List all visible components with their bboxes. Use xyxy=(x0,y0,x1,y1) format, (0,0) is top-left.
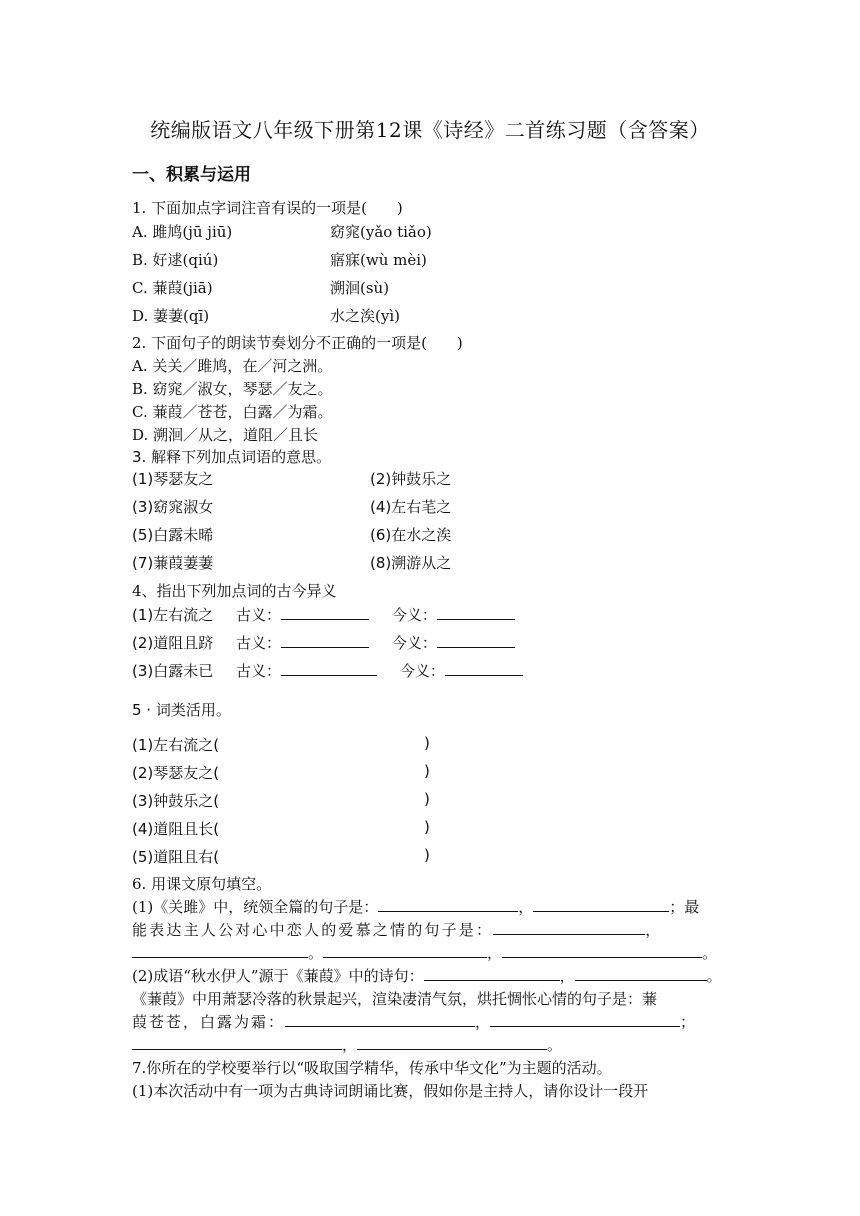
q2-option-c: C. 蒹葭／苍苍，白露／为霜。 xyxy=(132,403,333,421)
q5-item-5 xyxy=(132,846,430,867)
q3-item-5: (5)白露未晞 xyxy=(132,526,214,544)
q2-option-a: A. 关关／雎鸠，在／河之洲。 xyxy=(132,357,333,375)
section-heading: 一、积累与运用 xyxy=(132,165,251,185)
q5-close-paren: ) xyxy=(424,734,430,752)
q1-option-d2: 水之涘(yì) xyxy=(330,307,400,325)
q6-period: 。 xyxy=(308,944,324,962)
q6-blank[interactable] xyxy=(424,966,560,981)
q4-row-3-phrase: (3)白露未已 xyxy=(132,662,214,680)
q6-p1-line3 xyxy=(132,942,717,963)
q5-close-paren: ) xyxy=(424,818,430,836)
q7-stem: 7.你所在的学校要举行以“吸取国学精华，传承中华文化”为主题的活动。 xyxy=(132,1059,612,1077)
q6-blank[interactable] xyxy=(575,966,707,981)
q4-now-blank[interactable] xyxy=(445,661,523,676)
q6-blank[interactable] xyxy=(357,1035,547,1050)
q6-period: 。 xyxy=(547,1036,563,1054)
q5-item-5-text: (5)道阻且右( xyxy=(132,848,220,866)
q2-stem: 2. 下面句子的朗读节奏划分不正确的一项是( ) xyxy=(132,334,463,352)
q5-item-1-text: (1)左右流之( xyxy=(132,736,220,754)
q4-row-1 xyxy=(132,604,515,625)
q6-p1-tail: ；最 xyxy=(669,898,700,916)
q5-item-2 xyxy=(132,762,430,783)
q6-blank[interactable] xyxy=(323,943,487,958)
q3-item-8: (8)溯游从之 xyxy=(370,554,452,572)
q3-stem: 3. 解释下列加点词语的意思。 xyxy=(132,448,332,466)
q3-item-6: (6)在水之涘 xyxy=(370,526,452,544)
q7-p1: (1)本次活动中有一项为古典诗词朗诵比赛，假如你是主持人，请你设计一段开 xyxy=(132,1082,649,1100)
q4-stem: 4、指出下列加点词的古今异义 xyxy=(132,582,337,600)
q5-item-3-text: (3)钟鼓乐之( xyxy=(132,792,220,810)
q6-p2-text3: 葭苍苍，白露为霜： xyxy=(132,1013,286,1031)
q6-comma: ， xyxy=(475,1013,491,1031)
q6-comma: ， xyxy=(487,944,503,962)
q3-item-7: (7)蒹葭萋萋 xyxy=(132,554,214,572)
q6-semicolon: ； xyxy=(680,1013,696,1031)
q5-item-1 xyxy=(132,734,430,755)
q1-stem: 1. 下面加点字词注音有误的一项是( ) xyxy=(132,199,403,217)
q4-old-label: 古义： xyxy=(236,662,282,680)
q6-p2-line2: 《蒹葭》中用萧瑟冷落的秋景起兴，渲染凄清气氛，烘托惆怅心情的句子是：蒹 xyxy=(132,990,658,1008)
q4-row-2 xyxy=(132,632,515,653)
q2-option-d: D. 溯洄／从之，道阻／且长 xyxy=(132,426,319,444)
q3-item-4: (4)左右芼之 xyxy=(370,498,452,516)
q4-now-blank[interactable] xyxy=(437,633,515,648)
q6-p2-line1 xyxy=(132,965,722,986)
q1-option-c2: 溯洄(sù) xyxy=(330,279,390,297)
q6-comma: ， xyxy=(645,921,661,939)
q6-p1-text: (1)《关雎》中，统领全篇的句子是： xyxy=(132,898,379,916)
q4-now-label: 今义： xyxy=(391,606,437,624)
q4-old-label: 古义： xyxy=(236,606,282,624)
q2-option-b: B. 窈窕／淑女，琴瑟／友之。 xyxy=(132,380,333,398)
q1-option-c: C. 蒹葭(jiā) xyxy=(132,279,213,297)
q6-stem: 6. 用课文原句填空。 xyxy=(132,875,272,893)
page-title: 统编版语文八年级下册第12课《诗经》二首练习题（含答案） xyxy=(150,118,710,142)
q4-old-blank[interactable] xyxy=(281,633,369,648)
q6-p1-text2: 能表达主人公对心中恋人的爱慕之情的句子是： xyxy=(132,921,494,939)
q3-item-1: (1)琴瑟友之 xyxy=(132,470,214,488)
q6-blank[interactable] xyxy=(533,897,669,912)
q3-item-3: (3)窈窕淑女 xyxy=(132,498,214,516)
q1-option-a2: 窈窕(yǎo tiǎo) xyxy=(330,223,432,241)
q4-now-label: 今义： xyxy=(399,662,445,680)
q5-item-4 xyxy=(132,818,430,839)
q6-p2-text: (2)成语“秋水伊人”源于《蒹葭》中的诗句： xyxy=(132,967,424,985)
q5-close-paren: ) xyxy=(424,762,430,780)
q1-option-b2: 寤寐(wù mèi) xyxy=(330,251,427,269)
q5-close-paren: ) xyxy=(424,846,430,864)
q5-item-2-text: (2)琴瑟友之( xyxy=(132,764,220,782)
q4-row-3 xyxy=(132,660,523,681)
q6-comma: ， xyxy=(559,967,575,985)
q6-comma: ， xyxy=(518,898,534,916)
q5-item-4-text: (4)道阻且长( xyxy=(132,820,220,838)
q6-blank[interactable] xyxy=(132,1035,342,1050)
q6-blank[interactable] xyxy=(490,1012,680,1027)
q4-now-label: 今义： xyxy=(391,634,437,652)
q6-blank[interactable] xyxy=(378,897,518,912)
q6-blank[interactable] xyxy=(132,943,308,958)
q6-p1-line2 xyxy=(132,919,660,940)
q5-item-3 xyxy=(132,790,430,811)
q5-stem: 5 · 词类活用。 xyxy=(132,701,231,719)
q1-option-b: B. 好逑(qiú) xyxy=(132,251,219,269)
q5-close-paren: ) xyxy=(424,790,430,808)
q6-blank[interactable] xyxy=(502,943,702,958)
q1-option-d: D. 萋萋(qī) xyxy=(132,307,210,325)
q4-old-label: 古义： xyxy=(236,634,282,652)
q4-now-blank[interactable] xyxy=(437,605,515,620)
q4-old-blank[interactable] xyxy=(281,605,369,620)
q4-row-1-phrase: (1)左右流之 xyxy=(132,606,214,624)
q3-item-2: (2)钟鼓乐之 xyxy=(370,470,452,488)
q6-blank[interactable] xyxy=(285,1012,475,1027)
q6-p1-line1 xyxy=(132,896,699,917)
q6-period: 。 xyxy=(702,944,718,962)
q4-old-blank[interactable] xyxy=(281,661,377,676)
q1-option-a: A. 雎鸠(jū jiū) xyxy=(132,223,233,241)
q6-p2-line4 xyxy=(132,1034,562,1055)
q6-blank[interactable] xyxy=(493,920,645,935)
q6-p2-line3 xyxy=(132,1011,695,1032)
q4-row-2-phrase: (2)道阻且跻 xyxy=(132,634,214,652)
q6-period: 。 xyxy=(706,967,722,985)
q6-comma: ， xyxy=(342,1036,358,1054)
